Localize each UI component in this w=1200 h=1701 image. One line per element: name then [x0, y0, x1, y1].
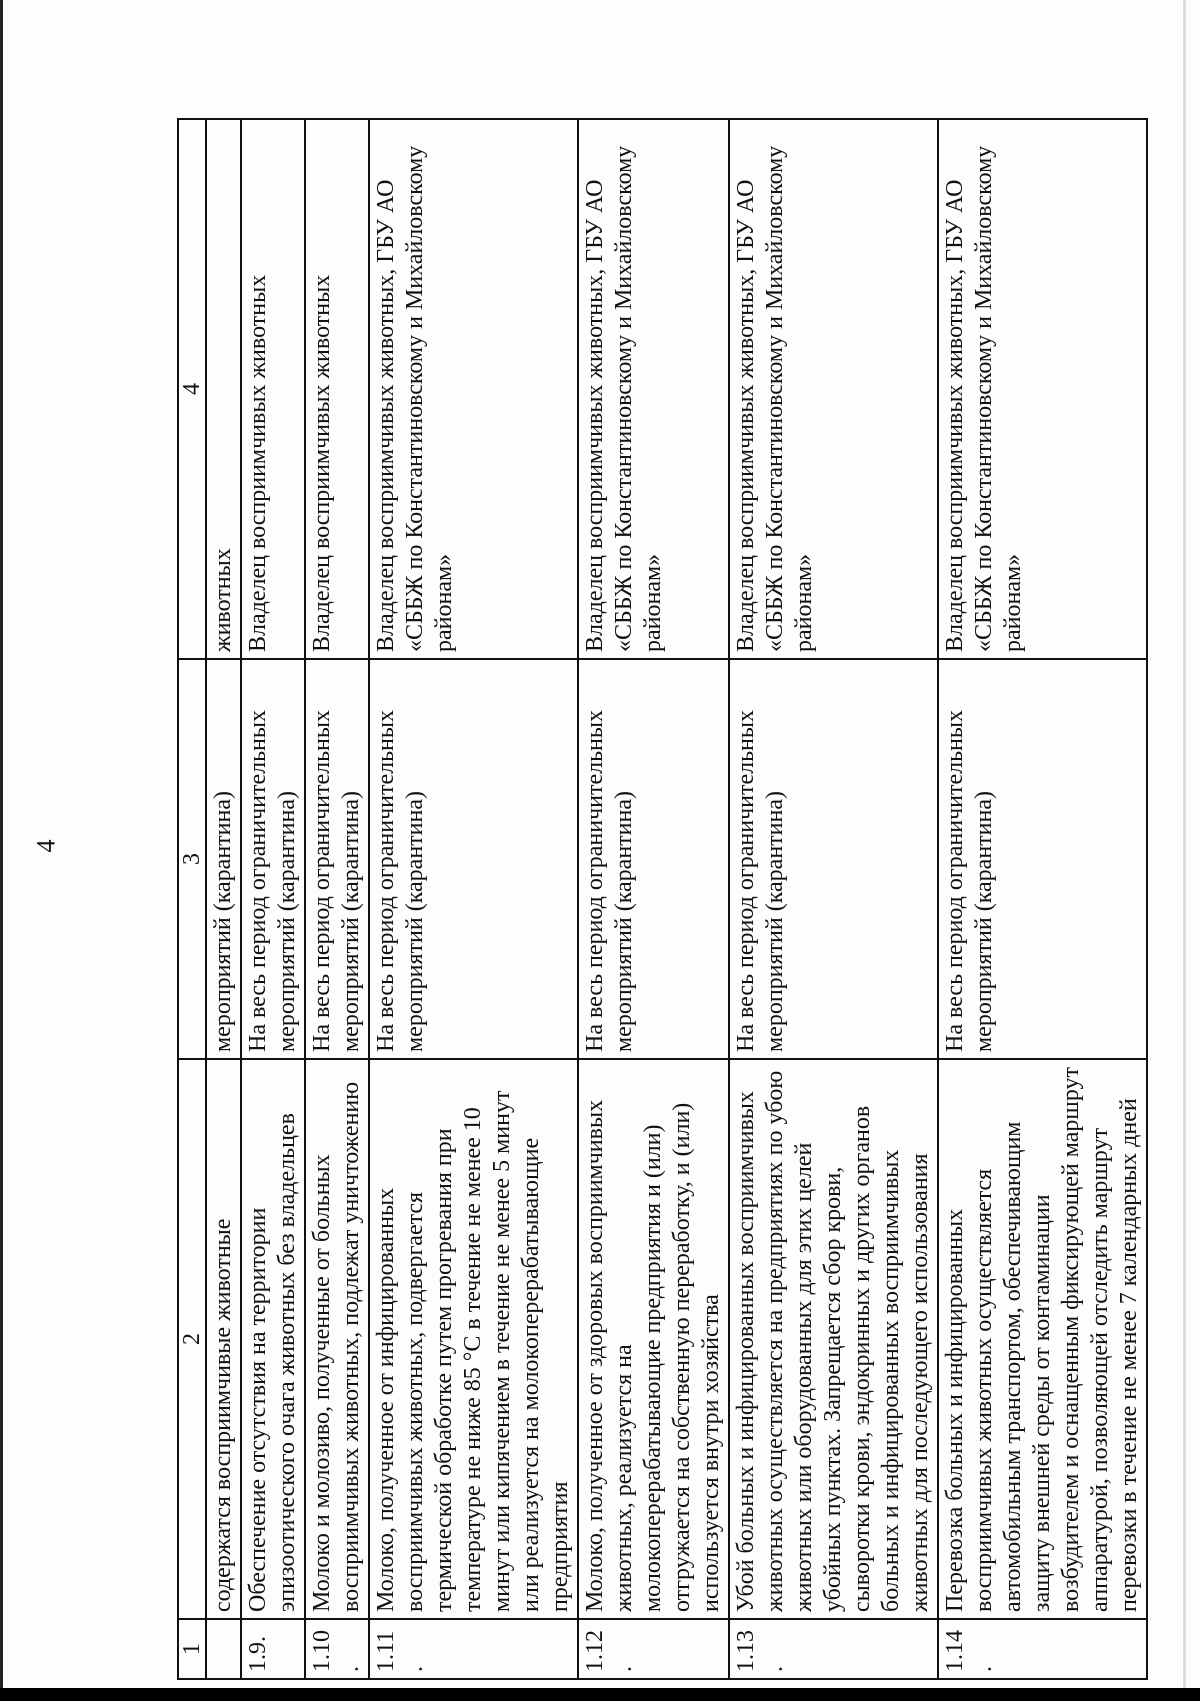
row-period: На весь период ограничительных мероприятий (карантина) [241, 659, 305, 1059]
row-number: 1.14. [938, 1619, 1147, 1679]
row-number: 1.10. [305, 1619, 369, 1679]
table-row [206, 119, 241, 1679]
row-number: 1.13. [729, 1619, 938, 1679]
header-cell-3: 3 [178, 659, 206, 1059]
row-number: 1.9. [241, 1619, 305, 1679]
header-cell-1: 1 [178, 1619, 206, 1679]
row-number [206, 1619, 241, 1679]
row-measure: содержатся восприимчивые животные [206, 1059, 241, 1619]
row-measure: Убой больных и инфицированных восприимчивых животных осуществляется на предприятиях по убою животных или оборудованных для этих целей убойных пунктах. Запрещается сбор крови, сыворотки крови, эндокринных и других органов больных и инфицированных восприимчивых животных для последующего использования [729, 1059, 938, 1619]
scan-left-edge [0, 0, 3, 1701]
row-number: 1.12. [578, 1619, 729, 1679]
row-measure: Молоко, полученное от здоровых восприимчивых животных, реализуется на молокоперерабатывающие предприятия и (или) отгружается на собственную переработку, и (или) используется внутри хозяйства [578, 1059, 729, 1619]
row-responsible: Владелец восприимчивых животных [241, 119, 305, 659]
row-responsible: Владелец восприимчивых животных, ГБУ АО «СББЖ по Константиновскому и Михайловскому районам» [369, 119, 578, 659]
table-row [938, 119, 1147, 1679]
row-responsible: Владелец восприимчивых животных, ГБУ АО «СББЖ по Константиновскому и Михайловскому районам» [938, 119, 1147, 659]
rotated-table-sheet [177, 120, 1177, 1680]
row-period: На весь период ограничительных мероприятий (карантина) [305, 659, 369, 1059]
row-period: На весь период ограничительных мероприятий (карантина) [578, 659, 729, 1059]
table-row [729, 119, 938, 1679]
table-header-row [178, 119, 206, 1679]
header-cell-2: 2 [178, 1059, 206, 1619]
row-measure: Обеспечение отсутствия на территории эпизоотического очага животных без владельцев [241, 1059, 305, 1619]
row-period: На весь период ограничительных мероприятий (карантина) [369, 659, 578, 1059]
header-cell-4: 4 [178, 119, 206, 659]
row-measure: Перевозка больных и инфицированных восприимчивых животных осуществляется автомобильным транспортом, обеспечивающим защиту внешней среды от контаминации возбудителем и оснащенным фиксирующей маршрут аппаратурой, позволяющей отследить маршрут перевозки в течение не менее 7 календарных дней [938, 1059, 1147, 1619]
row-period: На весь период ограничительных мероприятий (карантина) [729, 659, 938, 1059]
row-responsible: животных [206, 119, 241, 659]
row-number: 1.11. [369, 1619, 578, 1679]
row-period: мероприятий (карантина) [206, 659, 241, 1059]
row-period: На весь период ограничительных мероприятий (карантина) [938, 659, 1147, 1059]
row-measure: Молоко, полученное от инфицированных восприимчивых животных, подвергается термической обработке путем прогревания при температуре не ниже 85 °С в течение не менее 10 минут или кипячением в течение не менее 5 минут или реализуется на молокоперерабатывающие предприятия [369, 1059, 578, 1619]
table-row [369, 119, 578, 1679]
table-row [578, 119, 729, 1679]
measures-table [177, 118, 1148, 1680]
page-number: 4 [31, 839, 61, 853]
table-row [305, 119, 369, 1679]
table-row [241, 119, 305, 1679]
row-responsible: Владелец восприимчивых животных, ГБУ АО «СББЖ по Константиновскому и Михайловскому районам» [729, 119, 938, 659]
row-measure: Молоко и молозиво, полученные от больных восприимчивых животных, подлежат уничтожению [305, 1059, 369, 1619]
row-responsible: Владелец восприимчивых животных, ГБУ АО «СББЖ по Константиновскому и Михайловскому районам» [578, 119, 729, 659]
scan-right-edge [1183, 0, 1186, 1701]
scan-bottom-band [0, 1688, 1200, 1701]
row-responsible: Владелец восприимчивых животных [305, 119, 369, 659]
